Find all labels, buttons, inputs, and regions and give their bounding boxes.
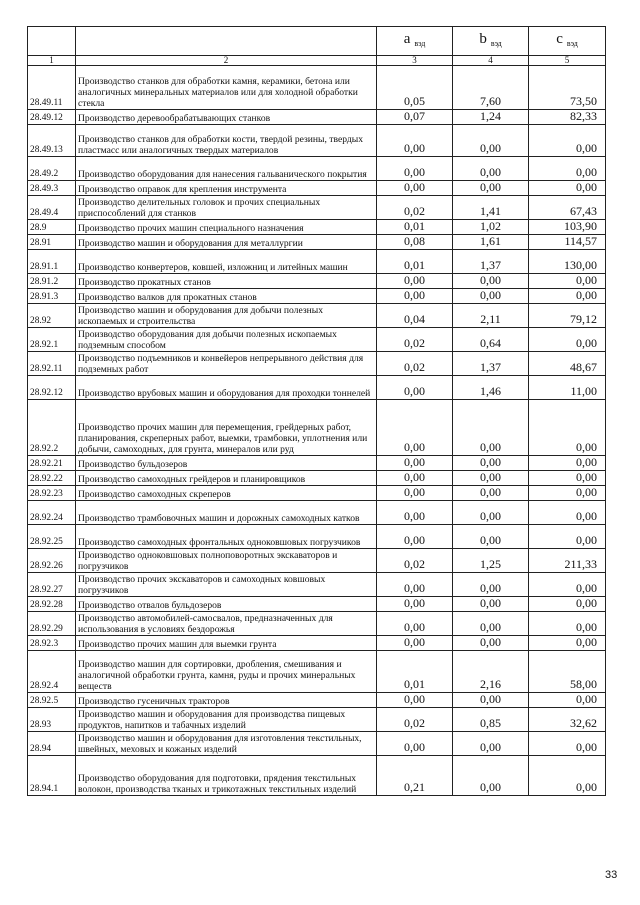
row-value-b: 0,64 (453, 328, 529, 352)
row-name: Производство машин и оборудования для металлургии (76, 235, 377, 250)
row-value-b: 0,00 (453, 125, 529, 157)
row-value-a: 0,00 (377, 612, 453, 636)
row-value-a: 0,02 (377, 196, 453, 220)
row-value-a: 0,05 (377, 66, 453, 110)
row-name: Производство оборудования для добычи полезных ископаемых подземным способом (76, 328, 377, 352)
row-value-c: 114,57 (529, 235, 606, 250)
row-code: 28.92.29 (28, 612, 76, 636)
row-value-b: 0,85 (453, 708, 529, 732)
row-code: 28.91.2 (28, 274, 76, 289)
row-value-a: 0,00 (377, 732, 453, 756)
header-name (76, 27, 377, 56)
table-row (28, 289, 606, 304)
row-code: 28.9 (28, 220, 76, 235)
table-row (28, 756, 606, 796)
row-value-a: 0,08 (377, 235, 453, 250)
coefficient-table (27, 26, 606, 796)
row-name: Производство прочих машин специального назначения (76, 220, 377, 235)
table-row (28, 693, 606, 708)
row-code: 28.49.12 (28, 110, 76, 125)
row-name: Производство станков для обработки кости, твердой резины, твердых пластмасс или аналогичных твердых материалов (76, 125, 377, 157)
row-name: Производство машин для сортировки, дробления, смешивания и аналогичной обработки грунта, камня, руды и прочих минеральных веществ (76, 651, 377, 693)
row-name: Производство прокатных станов (76, 274, 377, 289)
row-name: Производство трамбовочных машин и дорожных самоходных катков (76, 501, 377, 525)
table-row (28, 352, 606, 376)
row-name: Производство бульдозеров (76, 456, 377, 471)
table-row (28, 732, 606, 756)
row-value-c: 0,00 (529, 636, 606, 651)
row-value-a: 0,00 (377, 636, 453, 651)
row-value-c: 0,00 (529, 289, 606, 304)
table-row (28, 181, 606, 196)
row-code: 28.49.2 (28, 157, 76, 181)
row-value-b: 2,11 (453, 304, 529, 328)
row-value-a: 0,00 (377, 400, 453, 456)
column-index: 4 (453, 56, 529, 66)
row-code: 28.92.26 (28, 549, 76, 573)
row-value-a: 0,00 (377, 289, 453, 304)
row-value-c: 0,00 (529, 693, 606, 708)
row-code: 28.92.1 (28, 328, 76, 352)
row-value-c: 73,50 (529, 66, 606, 110)
row-value-b: 1,24 (453, 110, 529, 125)
row-value-a: 0,01 (377, 250, 453, 274)
row-name: Производство отвалов бульдозеров (76, 597, 377, 612)
row-code: 28.92.23 (28, 486, 76, 501)
row-value-b: 0,00 (453, 525, 529, 549)
row-code: 28.49.3 (28, 181, 76, 196)
row-value-a: 0,00 (377, 501, 453, 525)
row-value-b: 0,00 (453, 471, 529, 486)
column-index: 5 (529, 56, 606, 66)
table-row (28, 573, 606, 597)
row-value-c: 211,33 (529, 549, 606, 573)
row-code: 28.91.3 (28, 289, 76, 304)
row-value-c: 130,00 (529, 250, 606, 274)
row-value-a: 0,02 (377, 708, 453, 732)
table-row (28, 501, 606, 525)
row-code: 28.92.5 (28, 693, 76, 708)
row-value-b: 0,00 (453, 612, 529, 636)
table-row (28, 456, 606, 471)
row-value-a: 0,04 (377, 304, 453, 328)
row-value-c: 0,00 (529, 157, 606, 181)
row-code: 28.92.24 (28, 501, 76, 525)
row-name: Производство самоходных фронтальных одноковшовых погрузчиков (76, 525, 377, 549)
row-value-b: 0,00 (453, 636, 529, 651)
header-col-a: a $_{вэд}$ (377, 27, 453, 56)
row-value-b: 1,25 (453, 549, 529, 573)
table-row (28, 250, 606, 274)
row-code: 28.92.4 (28, 651, 76, 693)
row-value-c: 32,62 (529, 708, 606, 732)
table-row (28, 486, 606, 501)
row-value-a: 0,02 (377, 549, 453, 573)
header-row (28, 27, 606, 56)
row-value-c: 0,00 (529, 181, 606, 196)
row-value-c: 79,12 (529, 304, 606, 328)
row-value-c: 0,00 (529, 501, 606, 525)
row-value-c: 0,00 (529, 328, 606, 352)
table-row (28, 274, 606, 289)
column-index: 2 (76, 56, 377, 66)
row-name: Производство подъемников и конвейеров непрерывного действия для подземных работ (76, 352, 377, 376)
row-code: 28.92.21 (28, 456, 76, 471)
row-code: 28.92 (28, 304, 76, 328)
row-value-a: 0,00 (377, 471, 453, 486)
row-value-b: 1,37 (453, 250, 529, 274)
row-name: Производство врубовых машин и оборудования для проходки тоннелей (76, 376, 377, 400)
row-name: Производство прочих машин для выемки грунта (76, 636, 377, 651)
row-value-b: 0,00 (453, 756, 529, 796)
table-row (28, 125, 606, 157)
table-row (28, 328, 606, 352)
row-value-b: 1,37 (453, 352, 529, 376)
row-value-b: 7,60 (453, 66, 529, 110)
row-value-c: 11,00 (529, 376, 606, 400)
table-row (28, 220, 606, 235)
row-value-b: 0,00 (453, 597, 529, 612)
row-name: Производство самоходных скреперов (76, 486, 377, 501)
row-name: Производство прочих экскаваторов и самоходных ковшовых погрузчиков (76, 573, 377, 597)
row-value-c: 67,43 (529, 196, 606, 220)
row-value-b: 0,00 (453, 274, 529, 289)
row-value-b: 0,00 (453, 501, 529, 525)
row-code: 28.49.13 (28, 125, 76, 157)
table-row (28, 597, 606, 612)
row-name: Производство оборудования для подготовки, прядения текстильных волокон, производства тканых и трикотажных текстильных изделий (76, 756, 377, 796)
table-row (28, 376, 606, 400)
row-value-b: 0,00 (453, 289, 529, 304)
row-value-c: 0,00 (529, 471, 606, 486)
row-name: Производство машин и оборудования для изготовления текстильных, швейных, меховых и кожаных изделий (76, 732, 377, 756)
row-value-c: 0,00 (529, 400, 606, 456)
row-value-b: 0,00 (453, 157, 529, 181)
row-name: Производство деревообрабатывающих станков (76, 110, 377, 125)
row-code: 28.92.25 (28, 525, 76, 549)
table-row (28, 157, 606, 181)
row-value-a: 0,02 (377, 352, 453, 376)
row-value-c: 0,00 (529, 612, 606, 636)
row-value-b: 0,00 (453, 400, 529, 456)
row-value-c: 0,00 (529, 274, 606, 289)
row-name: Производство оправок для крепления инструмента (76, 181, 377, 196)
row-name: Производство самоходных грейдеров и планировщиков (76, 471, 377, 486)
row-code: 28.91.1 (28, 250, 76, 274)
row-value-a: 0,00 (377, 125, 453, 157)
row-code: 28.92.28 (28, 597, 76, 612)
table-row (28, 525, 606, 549)
row-code: 28.92.27 (28, 573, 76, 597)
table-row (28, 636, 606, 651)
row-value-b: 0,00 (453, 693, 529, 708)
row-value-a: 0,00 (377, 376, 453, 400)
row-name: Производство конвертеров, ковшей, изложниц и литейных машин (76, 250, 377, 274)
table-row (28, 708, 606, 732)
row-code: 28.94.1 (28, 756, 76, 796)
row-code: 28.94 (28, 732, 76, 756)
row-value-a: 0,01 (377, 220, 453, 235)
row-value-a: 0,00 (377, 693, 453, 708)
row-value-a: 0,00 (377, 157, 453, 181)
row-value-b: 1,61 (453, 235, 529, 250)
row-name: Производство валков для прокатных станов (76, 289, 377, 304)
row-value-c: 0,00 (529, 597, 606, 612)
row-value-c: 58,00 (529, 651, 606, 693)
table-row (28, 304, 606, 328)
row-value-a: 0,00 (377, 597, 453, 612)
row-value-b: 2,16 (453, 651, 529, 693)
header-code (28, 27, 76, 56)
row-code: 28.93 (28, 708, 76, 732)
column-index-row (28, 56, 606, 66)
row-value-a: 0,00 (377, 486, 453, 501)
row-name: Производство делительных головок и прочих специальных приспособлений для станков (76, 196, 377, 220)
row-value-a: 0,00 (377, 525, 453, 549)
table-row (28, 66, 606, 110)
row-value-c: 82,33 (529, 110, 606, 125)
row-value-c: 0,00 (529, 756, 606, 796)
row-value-b: 0,00 (453, 181, 529, 196)
row-value-c: 0,00 (529, 486, 606, 501)
row-name: Производство оборудования для нанесения гальванического покрытия (76, 157, 377, 181)
row-name: Производство прочих машин для перемещения, грейдерных работ, планирования, скреперных работ, выемки, трамбовки, уплотнения или добычи, самоходных, для грунта, минералов или руд (76, 400, 377, 456)
table-row (28, 196, 606, 220)
row-value-b: 1,02 (453, 220, 529, 235)
row-value-c: 0,00 (529, 456, 606, 471)
row-name: Производство машин и оборудования для производства пищевых продуктов, напитков и табачных изделий (76, 708, 377, 732)
row-value-a: 0,01 (377, 651, 453, 693)
row-value-c: 0,00 (529, 732, 606, 756)
row-code: 28.49.4 (28, 196, 76, 220)
row-value-a: 0,21 (377, 756, 453, 796)
table-row (28, 612, 606, 636)
row-value-b: 0,00 (453, 732, 529, 756)
row-value-b: 0,00 (453, 573, 529, 597)
row-value-a: 0,07 (377, 110, 453, 125)
row-value-c: 103,90 (529, 220, 606, 235)
row-name: Производство станков для обработки камня, керамики, бетона или аналогичных минеральных материалов или для холодной обработки стекла (76, 66, 377, 110)
column-index: 1 (28, 56, 76, 66)
table-row (28, 110, 606, 125)
row-value-a: 0,00 (377, 573, 453, 597)
table-row (28, 651, 606, 693)
row-code: 28.92.11 (28, 352, 76, 376)
row-value-c: 0,00 (529, 573, 606, 597)
row-code: 28.49.11 (28, 66, 76, 110)
table-row (28, 235, 606, 250)
row-code: 28.92.2 (28, 400, 76, 456)
row-value-a: 0,00 (377, 274, 453, 289)
row-value-b: 0,00 (453, 486, 529, 501)
row-name: Производство одноковшовых полноповоротных экскаваторов и погрузчиков (76, 549, 377, 573)
row-code: 28.92.3 (28, 636, 76, 651)
row-name: Производство гусеничных тракторов (76, 693, 377, 708)
row-value-b: 0,00 (453, 456, 529, 471)
row-value-b: 1,46 (453, 376, 529, 400)
column-index: 3 (377, 56, 453, 66)
row-value-a: 0,00 (377, 181, 453, 196)
row-code: 28.92.12 (28, 376, 76, 400)
header-col-b: b $_{вэд}$ (453, 27, 529, 56)
row-code: 28.92.22 (28, 471, 76, 486)
table-row (28, 549, 606, 573)
row-name: Производство машин и оборудования для добычи полезных ископаемых и строительства (76, 304, 377, 328)
row-value-a: 0,00 (377, 456, 453, 471)
table-row (28, 400, 606, 456)
row-value-c: 0,00 (529, 525, 606, 549)
row-value-c: 48,67 (529, 352, 606, 376)
row-value-c: 0,00 (529, 125, 606, 157)
table-row (28, 471, 606, 486)
row-value-a: 0,02 (377, 328, 453, 352)
page-number: 33 (605, 869, 618, 881)
header-col-c: c $_{вэд}$ (529, 27, 606, 56)
row-value-b: 1,41 (453, 196, 529, 220)
row-name: Производство автомобилей-самосвалов, предназначенных для использования в условиях бездорожья (76, 612, 377, 636)
row-code: 28.91 (28, 235, 76, 250)
